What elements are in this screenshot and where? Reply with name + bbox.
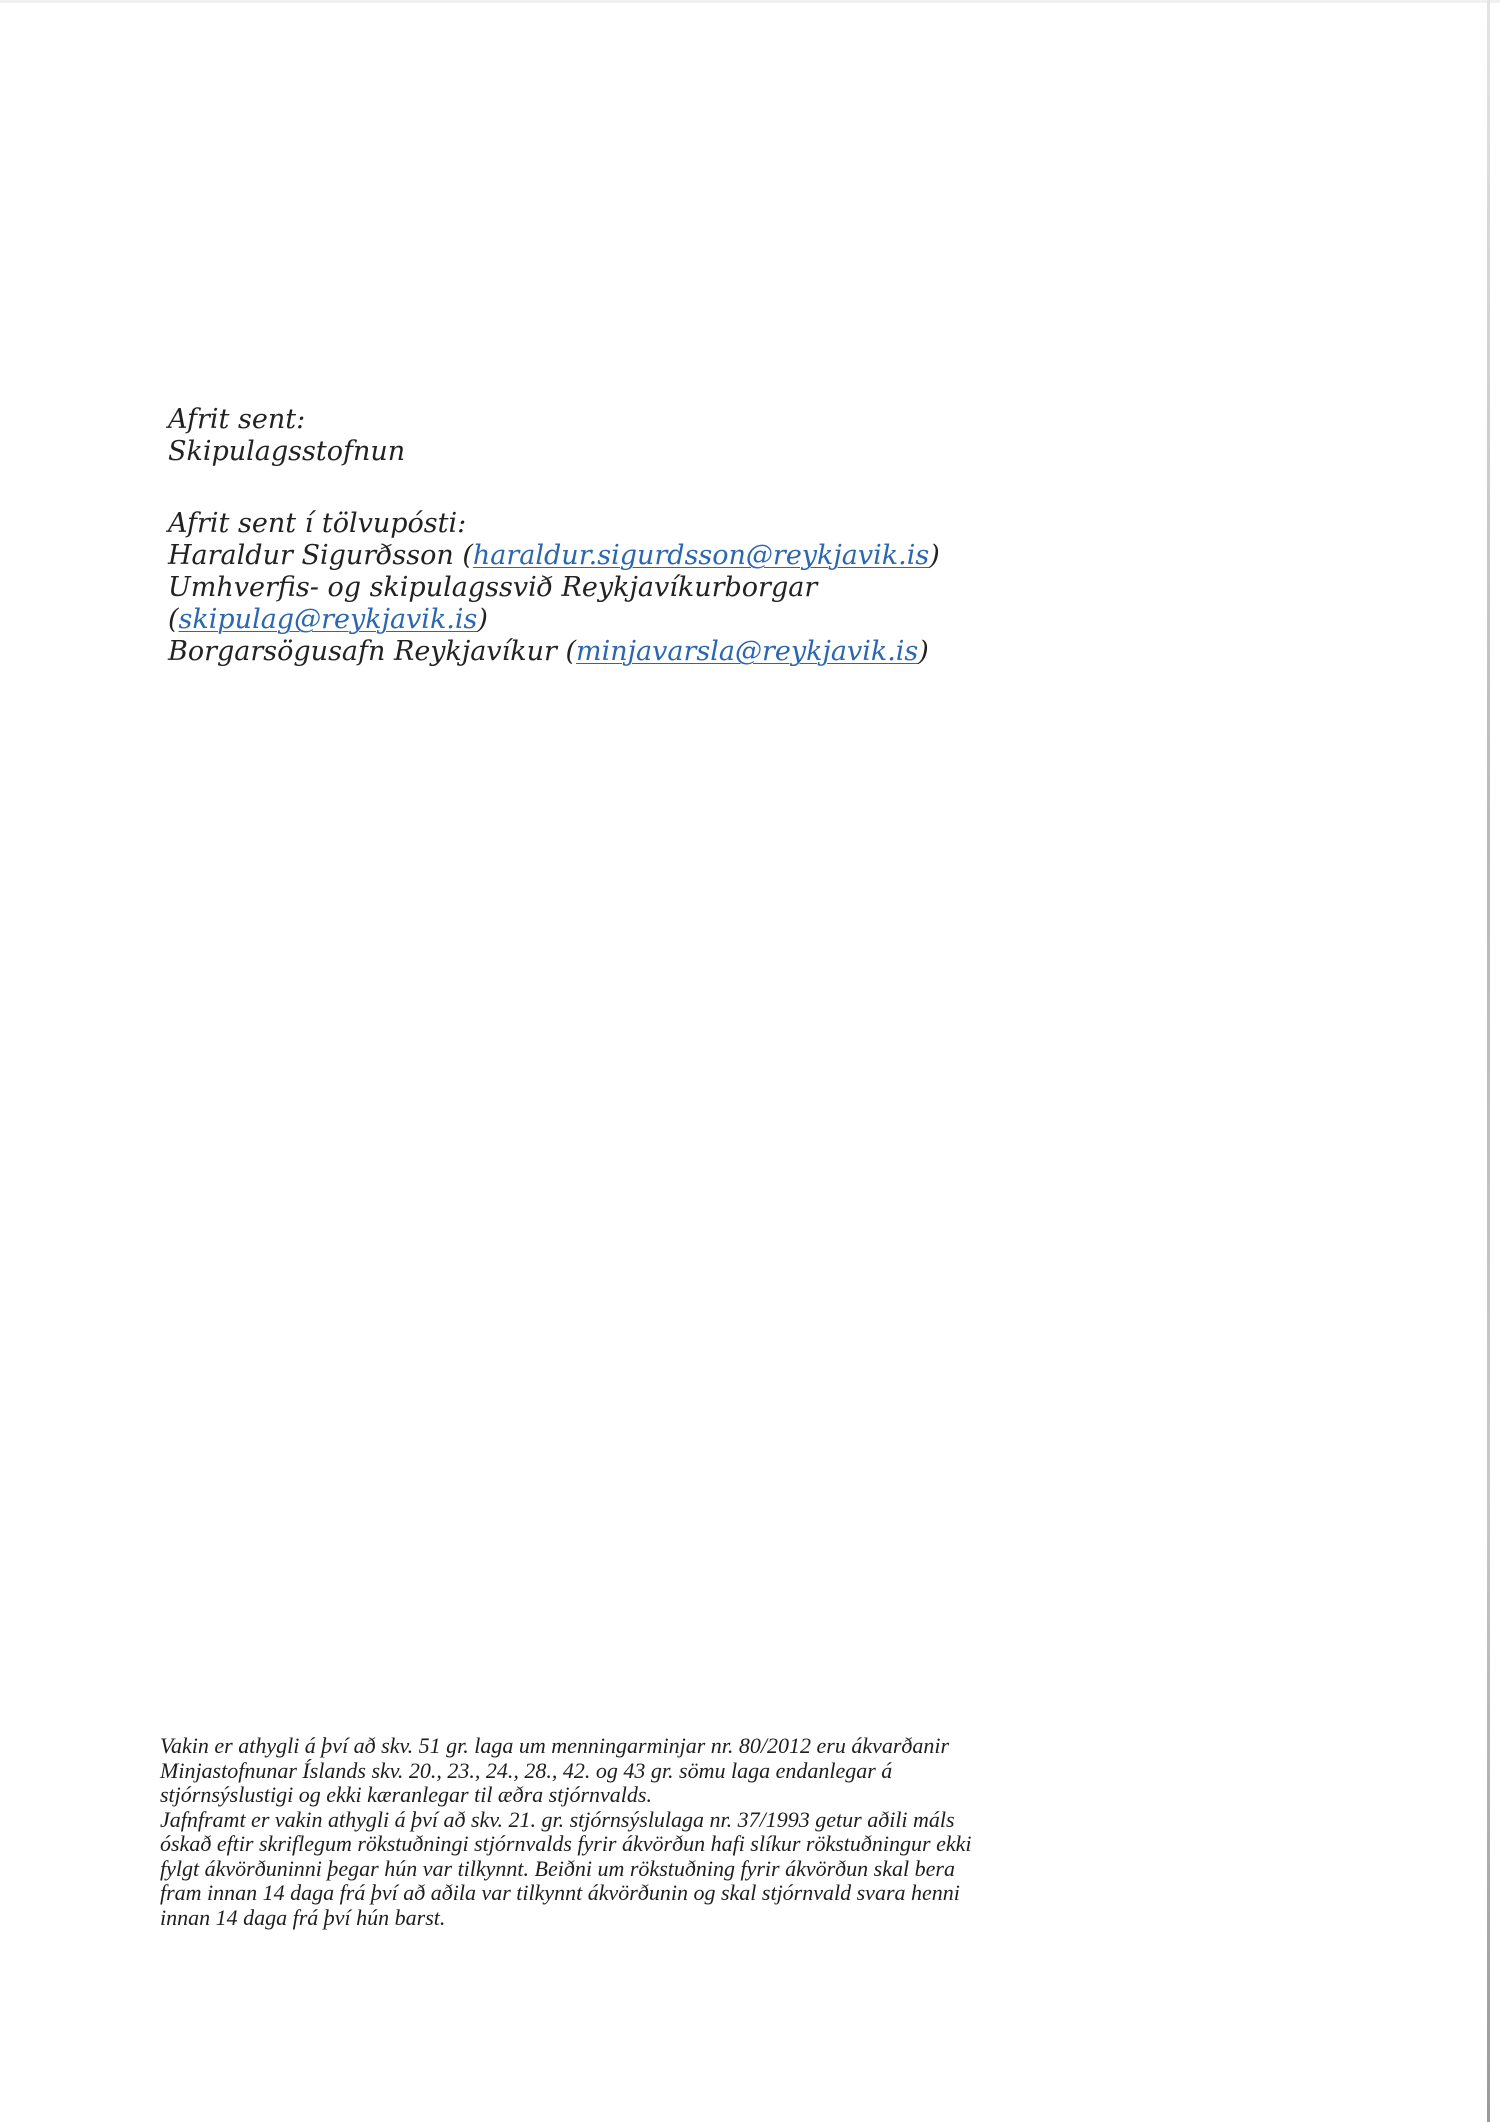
notice-line: fylgt ákvörðuninni þegar hún var tilkynnt. Beiðni um rökstuðning fyrir ákvörðun skal bera [160, 1855, 955, 1881]
recipient-paren: ) [929, 540, 940, 571]
recipient-paren: ( [168, 604, 179, 635]
notice-line: óskað eftir skriflegum rökstuðningi stjórnvalds fyrir ákvörðun hafi slíkur rökstuðningur ekki [160, 1831, 972, 1856]
recipient-name: Borgarsögusafn Reykjavíkur ( [168, 636, 577, 667]
recipient-name: Umhverfis- og skipulagssvið Reykjavíkurborgar [168, 572, 818, 603]
recipient-line [168, 636, 1028, 668]
copies-block [168, 404, 1028, 668]
page-right-edge [1487, 0, 1490, 2122]
recipient-line [168, 540, 1028, 572]
page-top-edge [0, 0, 1500, 3]
notice-line: stjórnsýslustigi og ekki kæranlegar til æðra stjórnvalds. [160, 1782, 652, 1807]
recipient-email-link[interactable]: skipulag@reykjavik.is [178, 604, 478, 635]
notice-line: Vakin er athygli á því að skv. 51 gr. laga um menningarminjar nr. 80/2012 eru ákvarðanir [160, 1733, 950, 1758]
notice-line: innan 14 daga frá því hún barst. [160, 1904, 446, 1930]
recipient-email-link[interactable]: minjavarsla@reykjavik.is [576, 636, 919, 667]
recipient-line [168, 604, 1028, 636]
recipient-paren: ) [477, 604, 488, 635]
recipient-line [168, 572, 1028, 604]
recipient-name: Haraldur Sigurðsson ( [168, 540, 473, 571]
notice-line: fram innan 14 daga frá því að aðila var tilkynnt ákvörðunin og skal stjórnvald svara henni [160, 1880, 960, 1905]
recipient-email-link[interactable]: haraldur.sigurdsson@reykjavik.is [472, 540, 930, 571]
notice-line: Minjastofnunar Íslands skv. 20., 23., 24., 28., 42. og 43 gr. sömu laga endanlegar á [160, 1757, 893, 1783]
legal-notice [160, 1734, 1110, 1930]
copy-sent-recipient: Skipulagsstofnun [168, 436, 406, 467]
recipient-paren: ) [918, 636, 929, 667]
notice-line: Jafnframt er vakin athygli á því að skv. 21. gr. stjórnsýslulaga nr. 37/1993 getur aðili máls [160, 1806, 955, 1832]
spacer [168, 468, 1028, 508]
copy-sent-label: Afrit sent: [168, 404, 306, 435]
email-copy-label: Afrit sent í tölvupósti: [168, 508, 467, 539]
